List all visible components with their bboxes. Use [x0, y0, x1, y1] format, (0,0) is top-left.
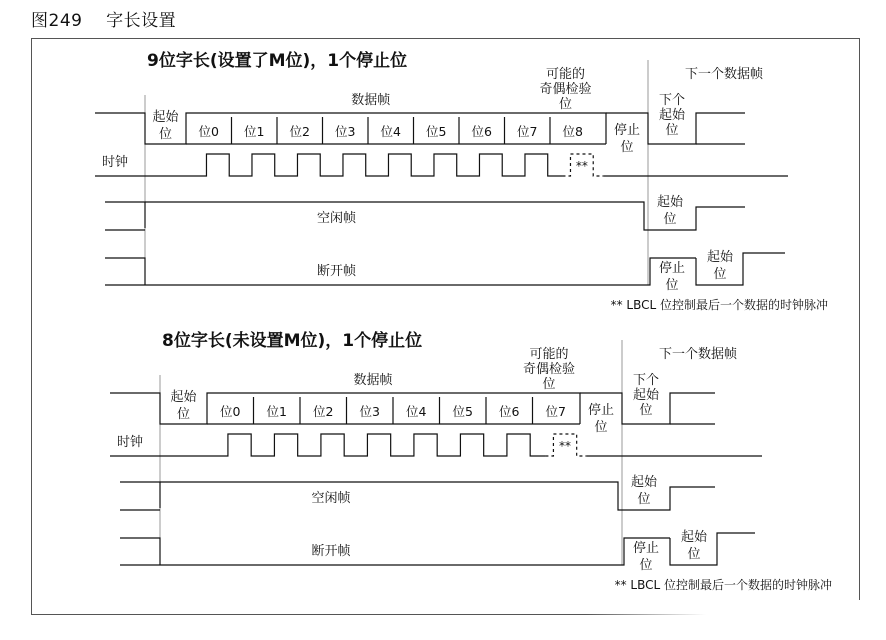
start-bit-label: 起始	[170, 390, 197, 405]
idle-start-label: 起始	[630, 475, 658, 490]
bit-label: 位2	[289, 124, 310, 139]
next-start-label: 起始	[658, 108, 686, 123]
bit-label: 位7	[517, 124, 538, 139]
break-waveform	[105, 258, 696, 285]
lbcl-note: ** LBCL 位控制最后一个数据的时钟脉冲	[614, 578, 832, 592]
bit-label: 位2	[313, 404, 334, 419]
next-start-label: 下个	[632, 373, 660, 388]
bit-label: 位5	[452, 404, 473, 419]
section-heading: 9位字长(设置了M位)，1个停止位	[147, 51, 408, 71]
break-left-edge	[105, 258, 145, 285]
parity-label: 可能的	[529, 347, 569, 362]
break-stop-label: 停止	[632, 541, 660, 556]
bit-label: 位3	[359, 404, 380, 419]
idle-left-edge	[120, 482, 160, 508]
start-bit-label: 起始	[152, 110, 179, 125]
lbcl-marker: **	[575, 159, 588, 173]
bit-label: 位7	[545, 404, 566, 419]
break-frame-label: 断开帧	[316, 264, 357, 279]
parity-label: 位	[558, 97, 573, 112]
bit-label: 位0	[220, 404, 241, 419]
bottom-right-fade	[586, 600, 886, 640]
figure-number: 图249	[31, 11, 83, 31]
stop-bit-label: 停止	[587, 403, 615, 418]
section-9bit	[95, 50, 828, 312]
idle-start-label: 位	[663, 212, 677, 227]
figure-title: 字长设置	[106, 11, 177, 31]
idle-frame-label: 空闲帧	[311, 491, 351, 506]
next-start-label: 起始	[632, 388, 660, 403]
stop-bit-label: 位	[594, 420, 608, 435]
clock-label: 时钟	[116, 435, 144, 450]
idle-left-edge	[105, 202, 145, 228]
next-frame-label: 下一个数据帧	[684, 67, 764, 82]
start-bit-label: 位	[158, 127, 173, 142]
idle-start-label: 位	[637, 492, 651, 507]
next-start-label: 下个	[658, 93, 686, 108]
idle-waveform	[145, 202, 745, 230]
next-start-label: 位	[639, 403, 653, 418]
stop-bit-label: 停止	[613, 123, 641, 138]
start-bit-label: 位	[176, 407, 191, 422]
parity-label: 可能的	[545, 67, 586, 82]
clock-waveform	[95, 154, 562, 176]
bit-label: 位4	[406, 404, 427, 419]
bit-label: 位0	[198, 124, 219, 139]
break-left-edge	[120, 538, 160, 565]
break-stop-label: 位	[665, 278, 679, 293]
bit-label: 位1	[266, 404, 287, 419]
data-frame-label: 数据帧	[353, 373, 393, 388]
break-start-label: 位	[713, 267, 727, 282]
parity-label: 位	[542, 377, 556, 392]
clock-label: 时钟	[101, 155, 129, 170]
break-start-label: 起始	[706, 250, 734, 265]
parity-label: 奇偶检验	[522, 362, 576, 377]
idle-frame-label: 空闲帧	[316, 211, 357, 226]
break-waveform	[120, 538, 670, 565]
bit-label: 位6	[499, 404, 520, 419]
parity-label: 奇偶检验	[539, 82, 592, 97]
lbcl-marker: **	[559, 439, 572, 453]
bit-label: 位6	[471, 124, 492, 139]
lbcl-note: ** LBCL 位控制最后一个数据的时钟脉冲	[610, 298, 828, 312]
clock-waveform	[110, 434, 545, 456]
bit-label: 位3	[335, 124, 356, 139]
bit-label: 位5	[426, 124, 447, 139]
bit-label: 位8	[562, 124, 583, 139]
break-start-label: 起始	[680, 530, 708, 545]
break-frame-label: 断开帧	[311, 544, 351, 559]
break-start-label: 位	[687, 547, 701, 562]
break-stop-label: 位	[639, 558, 653, 573]
idle-start-label: 起始	[656, 195, 684, 210]
section-8bit	[110, 330, 832, 592]
next-frame-label: 下一个数据帧	[658, 347, 738, 362]
next-start-label: 位	[665, 123, 679, 138]
section-heading: 8位字长(未设置M位)，1个停止位	[162, 331, 423, 351]
data-frame-label: 数据帧	[351, 93, 391, 108]
bit-label: 位4	[380, 124, 401, 139]
break-stop-label: 停止	[658, 261, 686, 276]
bit-label: 位1	[244, 124, 265, 139]
stop-bit-label: 位	[620, 140, 634, 155]
